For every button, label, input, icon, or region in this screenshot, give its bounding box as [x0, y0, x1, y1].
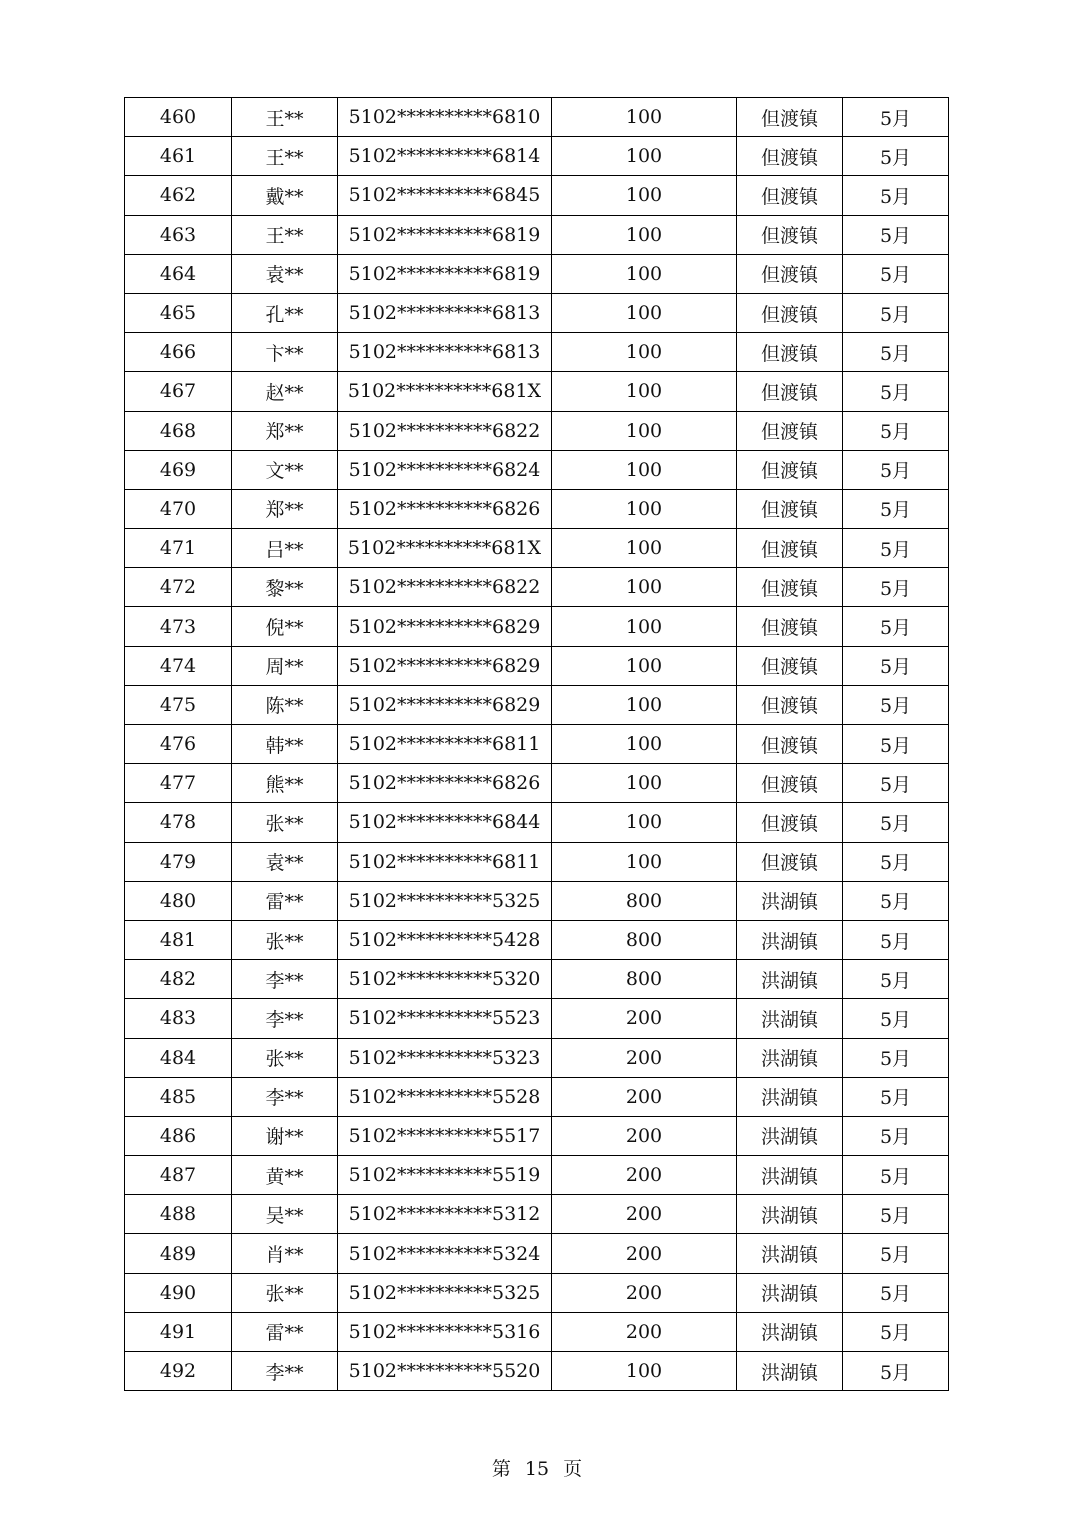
- cell-name: 雷**: [232, 881, 338, 920]
- cell-serial: 477: [125, 764, 232, 803]
- cell-amount: 100: [552, 1352, 737, 1391]
- cell-month: 5月: [843, 881, 949, 920]
- table-row: [125, 607, 949, 646]
- cell-id-number: 5102**********5528: [338, 1077, 552, 1116]
- cell-town: 但渡镇: [737, 568, 843, 607]
- cell-name: 陈**: [232, 685, 338, 724]
- cell-name: 戴**: [232, 176, 338, 215]
- cell-id-number: 5102**********5519: [338, 1156, 552, 1195]
- cell-month: 5月: [843, 411, 949, 450]
- cell-town: 洪湖镇: [737, 999, 843, 1038]
- cell-town: 但渡镇: [737, 450, 843, 489]
- cell-serial: 461: [125, 137, 232, 176]
- cell-town: 但渡镇: [737, 725, 843, 764]
- cell-name: 黎**: [232, 568, 338, 607]
- cell-id-number: 5102**********6829: [338, 646, 552, 685]
- cell-amount: 100: [552, 333, 737, 372]
- cell-town: 洪湖镇: [737, 1077, 843, 1116]
- cell-name: 王**: [232, 215, 338, 254]
- table-row: [125, 803, 949, 842]
- cell-amount: 200: [552, 1273, 737, 1312]
- cell-name: 黄**: [232, 1156, 338, 1195]
- cell-name: 张**: [232, 803, 338, 842]
- table-row: [125, 685, 949, 724]
- cell-month: 5月: [843, 960, 949, 999]
- cell-name: 李**: [232, 999, 338, 1038]
- cell-town: 洪湖镇: [737, 1352, 843, 1391]
- cell-amount: 800: [552, 920, 737, 959]
- cell-month: 5月: [843, 999, 949, 1038]
- cell-id-number: 5102**********6811: [338, 842, 552, 881]
- cell-town: 但渡镇: [737, 176, 843, 215]
- cell-name: 熊**: [232, 764, 338, 803]
- cell-id-number: 5102**********5323: [338, 1038, 552, 1077]
- cell-month: 5月: [843, 1234, 949, 1273]
- cell-id-number: 5102**********6829: [338, 607, 552, 646]
- cell-serial: 481: [125, 920, 232, 959]
- cell-serial: 469: [125, 450, 232, 489]
- cell-town: 洪湖镇: [737, 1195, 843, 1234]
- cell-id-number: 5102**********5316: [338, 1312, 552, 1351]
- cell-id-number: 5102**********6822: [338, 411, 552, 450]
- cell-name: 雷**: [232, 1312, 338, 1351]
- cell-name: 卞**: [232, 333, 338, 372]
- table-row: [125, 646, 949, 685]
- cell-month: 5月: [843, 98, 949, 137]
- cell-month: 5月: [843, 137, 949, 176]
- cell-name: 郑**: [232, 411, 338, 450]
- table-row: [125, 98, 949, 137]
- cell-amount: 100: [552, 137, 737, 176]
- cell-town: 但渡镇: [737, 685, 843, 724]
- cell-name: 袁**: [232, 254, 338, 293]
- table-row: [125, 842, 949, 881]
- cell-serial: 484: [125, 1038, 232, 1077]
- cell-serial: 464: [125, 254, 232, 293]
- table-row: [125, 450, 949, 489]
- cell-serial: 468: [125, 411, 232, 450]
- cell-town: 但渡镇: [737, 489, 843, 528]
- cell-town: 但渡镇: [737, 215, 843, 254]
- cell-name: 吕**: [232, 529, 338, 568]
- cell-serial: 478: [125, 803, 232, 842]
- cell-amount: 100: [552, 254, 737, 293]
- cell-id-number: 5102**********5523: [338, 999, 552, 1038]
- footer-prefix: 第: [491, 1458, 511, 1480]
- cell-name: 李**: [232, 1352, 338, 1391]
- cell-id-number: 5102**********6810: [338, 98, 552, 137]
- table-row: [125, 489, 949, 528]
- cell-name: 孔**: [232, 293, 338, 332]
- cell-amount: 100: [552, 842, 737, 881]
- cell-amount: 100: [552, 725, 737, 764]
- cell-town: 洪湖镇: [737, 1312, 843, 1351]
- cell-amount: 200: [552, 999, 737, 1038]
- cell-amount: 100: [552, 764, 737, 803]
- cell-month: 5月: [843, 489, 949, 528]
- cell-amount: 100: [552, 98, 737, 137]
- cell-id-number: 5102**********6813: [338, 333, 552, 372]
- cell-month: 5月: [843, 529, 949, 568]
- cell-month: 5月: [843, 1195, 949, 1234]
- cell-serial: 476: [125, 725, 232, 764]
- cell-amount: 800: [552, 960, 737, 999]
- cell-serial: 483: [125, 999, 232, 1038]
- cell-month: 5月: [843, 842, 949, 881]
- cell-id-number: 5102**********6814: [338, 137, 552, 176]
- cell-id-number: 5102**********5520: [338, 1352, 552, 1391]
- cell-town: 洪湖镇: [737, 920, 843, 959]
- cell-amount: 100: [552, 529, 737, 568]
- cell-name: 周**: [232, 646, 338, 685]
- footer-suffix: 页: [563, 1458, 583, 1480]
- cell-name: 张**: [232, 1038, 338, 1077]
- cell-serial: 474: [125, 646, 232, 685]
- table-row: [125, 137, 949, 176]
- cell-name: 肖**: [232, 1234, 338, 1273]
- cell-month: 5月: [843, 1116, 949, 1155]
- cell-month: 5月: [843, 1038, 949, 1077]
- cell-serial: 485: [125, 1077, 232, 1116]
- cell-town: 但渡镇: [737, 333, 843, 372]
- cell-serial: 473: [125, 607, 232, 646]
- cell-id-number: 5102**********5324: [338, 1234, 552, 1273]
- page-footer: [0, 1454, 1074, 1481]
- cell-id-number: 5102**********681X: [338, 372, 552, 411]
- cell-id-number: 5102**********6824: [338, 450, 552, 489]
- cell-month: 5月: [843, 176, 949, 215]
- cell-name: 文**: [232, 450, 338, 489]
- cell-name: 袁**: [232, 842, 338, 881]
- cell-serial: 471: [125, 529, 232, 568]
- cell-town: 但渡镇: [737, 137, 843, 176]
- cell-amount: 100: [552, 803, 737, 842]
- cell-name: 王**: [232, 137, 338, 176]
- cell-id-number: 5102**********5312: [338, 1195, 552, 1234]
- cell-month: 5月: [843, 1312, 949, 1351]
- cell-amount: 100: [552, 568, 737, 607]
- cell-amount: 100: [552, 646, 737, 685]
- cell-town: 但渡镇: [737, 254, 843, 293]
- cell-id-number: 5102**********6811: [338, 725, 552, 764]
- table-row: [125, 529, 949, 568]
- table-row: [125, 254, 949, 293]
- table-row: [125, 215, 949, 254]
- table-row: [125, 725, 949, 764]
- cell-name: 倪**: [232, 607, 338, 646]
- cell-id-number: 5102**********6845: [338, 176, 552, 215]
- roster-table-body: [125, 98, 949, 1391]
- cell-name: 谢**: [232, 1116, 338, 1155]
- cell-serial: 479: [125, 842, 232, 881]
- cell-amount: 100: [552, 215, 737, 254]
- cell-name: 李**: [232, 960, 338, 999]
- table-row: [125, 176, 949, 215]
- cell-town: 洪湖镇: [737, 1116, 843, 1155]
- table-row: [125, 881, 949, 920]
- cell-month: 5月: [843, 920, 949, 959]
- table-row: [125, 960, 949, 999]
- table-row: [125, 1273, 949, 1312]
- cell-name: 郑**: [232, 489, 338, 528]
- cell-name: 张**: [232, 1273, 338, 1312]
- cell-month: 5月: [843, 607, 949, 646]
- cell-month: 5月: [843, 803, 949, 842]
- cell-month: 5月: [843, 725, 949, 764]
- cell-name: 张**: [232, 920, 338, 959]
- cell-id-number: 5102**********681X: [338, 529, 552, 568]
- cell-amount: 100: [552, 372, 737, 411]
- cell-serial: 482: [125, 960, 232, 999]
- page-number: 15: [524, 1458, 550, 1480]
- cell-serial: 462: [125, 176, 232, 215]
- cell-name: 赵**: [232, 372, 338, 411]
- cell-serial: 460: [125, 98, 232, 137]
- cell-serial: 487: [125, 1156, 232, 1195]
- cell-serial: 475: [125, 685, 232, 724]
- cell-serial: 467: [125, 372, 232, 411]
- table-row: [125, 1195, 949, 1234]
- table-row: [125, 411, 949, 450]
- cell-amount: 200: [552, 1156, 737, 1195]
- cell-town: 洪湖镇: [737, 1273, 843, 1312]
- cell-amount: 200: [552, 1038, 737, 1077]
- cell-serial: 472: [125, 568, 232, 607]
- cell-amount: 200: [552, 1195, 737, 1234]
- cell-amount: 100: [552, 293, 737, 332]
- cell-town: 洪湖镇: [737, 1156, 843, 1195]
- cell-serial: 463: [125, 215, 232, 254]
- table-row: [125, 1352, 949, 1391]
- cell-name: 吴**: [232, 1195, 338, 1234]
- cell-serial: 480: [125, 881, 232, 920]
- cell-month: 5月: [843, 685, 949, 724]
- cell-amount: 100: [552, 489, 737, 528]
- cell-town: 洪湖镇: [737, 1038, 843, 1077]
- cell-amount: 100: [552, 685, 737, 724]
- cell-amount: 100: [552, 607, 737, 646]
- cell-name: 李**: [232, 1077, 338, 1116]
- cell-amount: 200: [552, 1234, 737, 1273]
- cell-amount: 100: [552, 450, 737, 489]
- cell-id-number: 5102**********6844: [338, 803, 552, 842]
- cell-serial: 470: [125, 489, 232, 528]
- cell-id-number: 5102**********6822: [338, 568, 552, 607]
- cell-serial: 488: [125, 1195, 232, 1234]
- cell-name: 王**: [232, 98, 338, 137]
- table-row: [125, 920, 949, 959]
- cell-amount: 200: [552, 1077, 737, 1116]
- table-row: [125, 1077, 949, 1116]
- cell-id-number: 5102**********6819: [338, 215, 552, 254]
- cell-town: 洪湖镇: [737, 960, 843, 999]
- table-row: [125, 372, 949, 411]
- cell-id-number: 5102**********6829: [338, 685, 552, 724]
- cell-town: 但渡镇: [737, 411, 843, 450]
- cell-town: 但渡镇: [737, 529, 843, 568]
- cell-amount: 200: [552, 1116, 737, 1155]
- cell-town: 但渡镇: [737, 607, 843, 646]
- table-row: [125, 999, 949, 1038]
- table-row: [125, 293, 949, 332]
- cell-serial: 466: [125, 333, 232, 372]
- table-row: [125, 568, 949, 607]
- cell-town: 但渡镇: [737, 646, 843, 685]
- cell-amount: 200: [552, 1312, 737, 1351]
- table-row: [125, 1234, 949, 1273]
- cell-month: 5月: [843, 372, 949, 411]
- cell-town: 洪湖镇: [737, 881, 843, 920]
- cell-serial: 465: [125, 293, 232, 332]
- cell-month: 5月: [843, 1156, 949, 1195]
- cell-town: 但渡镇: [737, 98, 843, 137]
- cell-amount: 800: [552, 881, 737, 920]
- table-row: [125, 1116, 949, 1155]
- cell-id-number: 5102**********5428: [338, 920, 552, 959]
- cell-town: 但渡镇: [737, 842, 843, 881]
- table-row: [125, 1312, 949, 1351]
- cell-amount: 100: [552, 411, 737, 450]
- table-row: [125, 333, 949, 372]
- cell-id-number: 5102**********6813: [338, 293, 552, 332]
- cell-serial: 486: [125, 1116, 232, 1155]
- cell-id-number: 5102**********6826: [338, 764, 552, 803]
- cell-month: 5月: [843, 215, 949, 254]
- cell-id-number: 5102**********5325: [338, 1273, 552, 1312]
- cell-amount: 100: [552, 176, 737, 215]
- cell-town: 洪湖镇: [737, 1234, 843, 1273]
- cell-id-number: 5102**********6826: [338, 489, 552, 528]
- cell-town: 但渡镇: [737, 803, 843, 842]
- cell-month: 5月: [843, 1077, 949, 1116]
- roster-table: [124, 97, 949, 1391]
- cell-name: 韩**: [232, 725, 338, 764]
- cell-serial: 491: [125, 1312, 232, 1351]
- cell-id-number: 5102**********6819: [338, 254, 552, 293]
- cell-month: 5月: [843, 254, 949, 293]
- cell-month: 5月: [843, 450, 949, 489]
- cell-month: 5月: [843, 646, 949, 685]
- cell-month: 5月: [843, 333, 949, 372]
- cell-serial: 489: [125, 1234, 232, 1273]
- cell-id-number: 5102**********5517: [338, 1116, 552, 1155]
- cell-serial: 492: [125, 1352, 232, 1391]
- table-row: [125, 1156, 949, 1195]
- cell-id-number: 5102**********5325: [338, 881, 552, 920]
- cell-serial: 490: [125, 1273, 232, 1312]
- cell-month: 5月: [843, 568, 949, 607]
- cell-town: 但渡镇: [737, 293, 843, 332]
- table-row: [125, 764, 949, 803]
- cell-town: 但渡镇: [737, 372, 843, 411]
- table-row: [125, 1038, 949, 1077]
- cell-month: 5月: [843, 293, 949, 332]
- cell-town: 但渡镇: [737, 764, 843, 803]
- cell-month: 5月: [843, 764, 949, 803]
- cell-month: 5月: [843, 1352, 949, 1391]
- cell-id-number: 5102**********5320: [338, 960, 552, 999]
- cell-month: 5月: [843, 1273, 949, 1312]
